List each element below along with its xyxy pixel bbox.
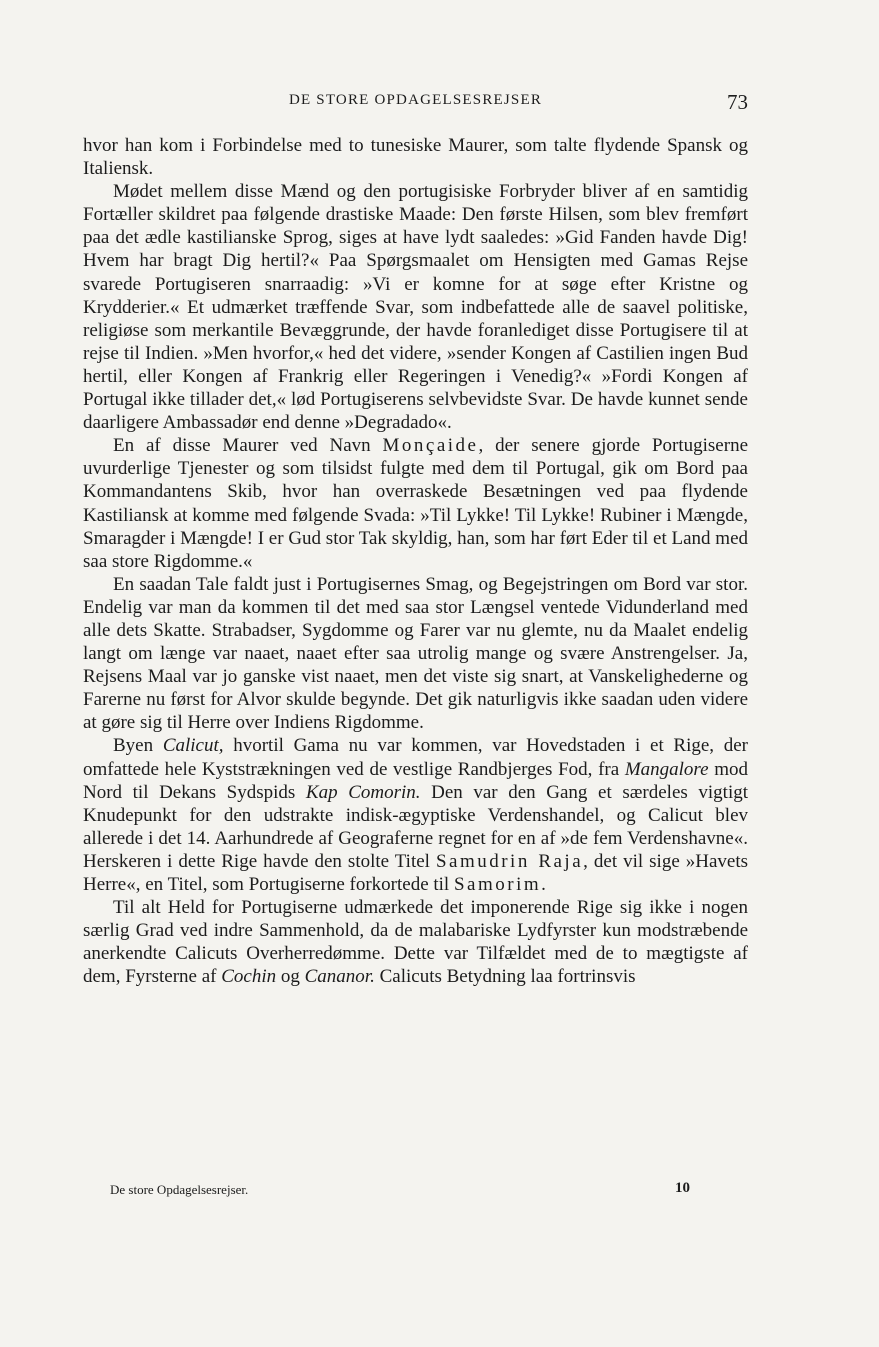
running-head (83, 90, 748, 116)
italic-text: Mangalore (624, 758, 709, 780)
spaced-text: Samudrin Raja (435, 850, 584, 872)
italic-text: Cochin (221, 966, 277, 988)
paragraph (83, 180, 748, 434)
text-run: hvortil Gama nu var kommen, var Hovedstaden i et Rige, der omfattede hele Kyststrækningen ved de vestlige Randbjerges Fod, fra (83, 735, 749, 780)
paragraph (83, 134, 748, 180)
spaced-text: Samorim (453, 874, 542, 895)
text-run: Til alt Held for Portugiserne udmærkede det imponerende Rige sig ikke i nogen særlig Grad ved indre Sammenhold, da de malabariske Lydfyrster kun modstræbende anerkendte Calicuts Overherredømme. Dette var Tilfældet med de to mægtigste af dem, Fyrsterne af (83, 897, 748, 988)
spaced-text: Monçaide (382, 435, 479, 457)
sheet-number: 10 (675, 1180, 690, 1196)
text-run: og (276, 966, 305, 988)
printer-signature: De store Opdagelsesrejser. (110, 1182, 249, 1197)
paragraph (83, 434, 748, 573)
italic-text: Calicut, (162, 735, 224, 757)
italic-text: Cananor. (304, 966, 375, 988)
running-title: DE STORE OPDAGELSESREJSER (288, 92, 543, 108)
page-footer (110, 1180, 710, 1204)
text-run: En af disse Maurer ved Navn (113, 435, 383, 457)
text-run: , der senere gjorde Portugiserne uvurderlige Tjenester og som tilsidst fulgte med dem til Portugal, gik om Bord paa Kommandantens Skib, hvor han overraskede Besætningen ved paa flydende Kastiliansk at komme med følgende Svada: »Til Lykke! Til Lykke! Rubiner i Mængde, Smaragder i Mængde! I er Gud stor Tak skyldig, han, som har ført Eder til et Land med saa store Rigdomme.« (83, 435, 749, 572)
body-text (83, 134, 748, 988)
text-run: mod Nord til Dekans Sydspids (83, 758, 749, 803)
text-run: . (541, 874, 546, 895)
paragraph (83, 573, 748, 735)
paragraph (83, 734, 748, 896)
paragraph (83, 896, 748, 988)
text-run: En saadan Tale faldt just i Portugisernes Smag, og Begejstringen om Bord var stor. Endelig var man da kommen til det med saa stor Længsel ventede Vidunderland med alle dets Skatte. Strabadser, Sygdomme og Farer var nu glemte, nu da Maalet endelig langt om længe var naaet, naaet efter saa utrolig mange og svære Anstrengelser. Ja, Rejsens Maal var jo ganske vist naaet, men det viste sig snart, at Vanskelighederne og Farerne nu først for Alvor skulde begynde. Det gik naturligvis ikke saadan uden videre at gøre sig til Herre over Indiens Rigdomme. (83, 573, 748, 734)
text-run: Byen (113, 735, 163, 757)
text-run: , det vil sige »Havets Herre«, en Titel, som Portugiserne forkortede til (83, 850, 749, 895)
page-number: 73 (727, 90, 748, 114)
text-run: Calicuts Betydning laa fortrinsvis (374, 966, 636, 988)
text-run: hvor han kom i Forbindelse med to tunesiske Maurer, som talte flydende Spansk og Italiensk. (83, 135, 748, 180)
text-run: Mødet mellem disse Mænd og den portugisiske Forbryder bliver af en samtidig Fortæller skildret paa følgende drastiske Maade: Den første Hilsen, som blev fremført paa det ædle kastilianske Sprog, siges at have lydt saaledes: »Gid Fanden havde Dig! Hvem har bragt Dig hertil?« Paa Spørgsmaalet om Hensigten med Gamas Rejse svarede Portugiseren snarraadig: »Vi er komne for at søge efter Kristne og Krydderier.« Et udmærket træffende Svar, som indbefattede alle de saavel politiske, religiøse som merkantile Bevæggrunde, der havde foranlediget disse Portugisere til at rejse til Indien. »Men hvorfor,« hed det videre, »sender Kongen af Castilien ingen Bud hertil, eller Kongen af Frankrig eller Regeringen i Venedig?« »Fordi Kongen af Portugal ikke tillader det,« lød Portugiserens selvbevidste Svar. De havde kunnet sende daarligere Ambassadør end denne »Degradado«. (83, 181, 748, 434)
italic-text: Kap Comorin. (305, 781, 421, 803)
text-run: Den var den Gang et særdeles vigtigt Knudepunkt for den udstrakte indisk-ægyptiske Verdenshandel, og Calicut blev allerede i det 14. Aarhundrede af Geograferne regnet for en af »de fem Verdenshavne«. Herskeren i dette Rige havde den stolte Titel (83, 781, 748, 872)
